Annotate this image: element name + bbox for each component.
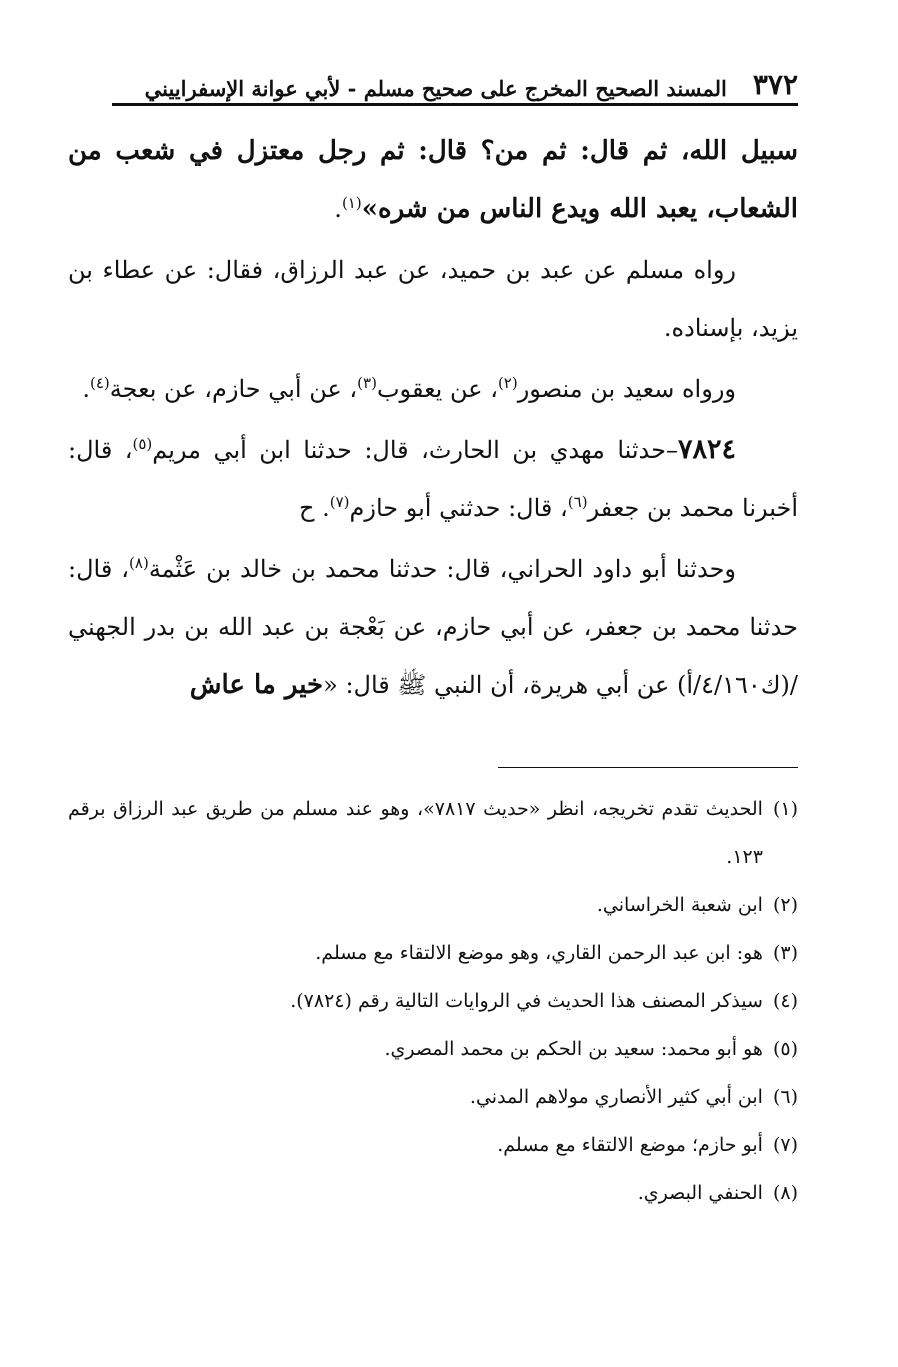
paragraph-5 [68,540,798,714]
footnote-divider [498,767,798,768]
text-segment: ورواه سعيد بن منصور [517,375,736,403]
footnote-item [68,1025,798,1073]
footnote-item [68,1073,798,1121]
hadith-text-bold: خير ما عاش [189,670,324,700]
footnote-ref-2: (٢) [497,374,518,392]
main-text [68,122,798,717]
footnote-item [68,929,798,977]
footnote-item [68,1121,798,1169]
footnote-number: (٦) [772,1086,798,1108]
hadith-number: ٧٨٢٤ [678,434,737,465]
text-segment: ، عن أبي حازم، عن بعجة [109,375,358,403]
footnote-ref-8: (٨) [129,554,149,572]
footnote-text: سيذكر المصنف هذا الحديث في الروايات التالية رقم (٧٨٢٤). [290,990,763,1012]
footnote-text: الحنفي البصري. [637,1182,763,1204]
footnote-ref-6: (٦) [567,493,588,511]
footnote-text: أبو حازم؛ موضع الالتقاء مع مسلم. [497,1134,763,1156]
running-title: المسند الصحيح المخرج على صحيح مسلم - لأبي عوانة الإسفراييني [144,76,727,101]
footnote-number: (٧) [772,1134,798,1156]
footnote-text: ابن شعبة الخراساني. [596,894,763,916]
footnote-number: (٣) [772,942,798,964]
footnote-text: هو: ابن عبد الرحمن القاري، وهو موضع الالتقاء مع مسلم. [315,942,763,964]
page-header [112,66,798,106]
footnote-item [68,785,798,881]
paragraph-2: رواه مسلم عن عبد بن حميد، عن عبد الرزاق، فقال: عن عطاء بن يزيد، بإسناده. [68,256,798,342]
text-segment: ، قال: حدثني أبو حازم [349,494,568,522]
footnote-number: (١) [772,798,798,820]
footnote-number: (٨) [772,1182,798,1204]
text-segment: ، عن يعقوب [376,375,498,403]
footnote-text: ابن أبي كثير الأنصاري مولاهم المدني. [469,1086,763,1108]
footnote-text: هو أبو محمد: سعيد بن الحكم بن محمد المصري. [384,1038,763,1060]
hadith-text-bold: سبيل الله، ثم قال: ثم من؟ قال: ثم رجل معتزل في شعب من الشعاب، يعبد الله ويدع الناس من شره» [68,136,798,224]
text-segment: . ح [298,494,330,522]
punctuation: . [334,195,342,223]
footnote-ref-4: (٤) [90,374,110,392]
punctuation: . [82,375,90,403]
paragraph-4 [68,421,798,537]
footnote-ref-5: (٥) [132,435,153,453]
footnote-text: الحديث تقدم تخريجه، انظر «حديث ٧٨١٧»، وهو عند مسلم من طريق عبد الرزاق برقم ١٢٣. [68,798,763,868]
footnote-item [68,1169,798,1217]
text-segment: ، قال: أخبرنا محمد بن جعفر [68,436,798,522]
text-segment: وحدثنا أبو داود الحراني، قال: حدثنا محمد بن خالد بن عَثْمة [148,555,737,583]
footnote-number: (٢) [772,894,798,916]
paragraph-1 [68,122,798,238]
text-segment: ، قال: حدثنا محمد بن جعفر، عن أبي حازم، عن بَعْجة بن عبد الله بن بدر الجهني /(ك٤/١٦٠/أ) عن أبي هريرة، أن النبي ﷺ قال: « [68,555,798,699]
footnote-ref-7: (٧) [329,493,350,511]
footnote-number: (٥) [772,1038,798,1060]
footnote-ref-1: (١) [341,194,362,212]
footnote-ref-3: (٣) [357,374,377,392]
paragraph-3 [68,360,798,418]
text-segment: –حدثنا مهدي بن الحارث، قال: حدثنا ابن أبي مريم [152,436,678,464]
page-number: ٣٧٢ [752,68,798,101]
footnotes [68,785,798,1217]
footnote-number: (٤) [772,990,798,1012]
footnote-item [68,977,798,1025]
footnote-item [68,881,798,929]
